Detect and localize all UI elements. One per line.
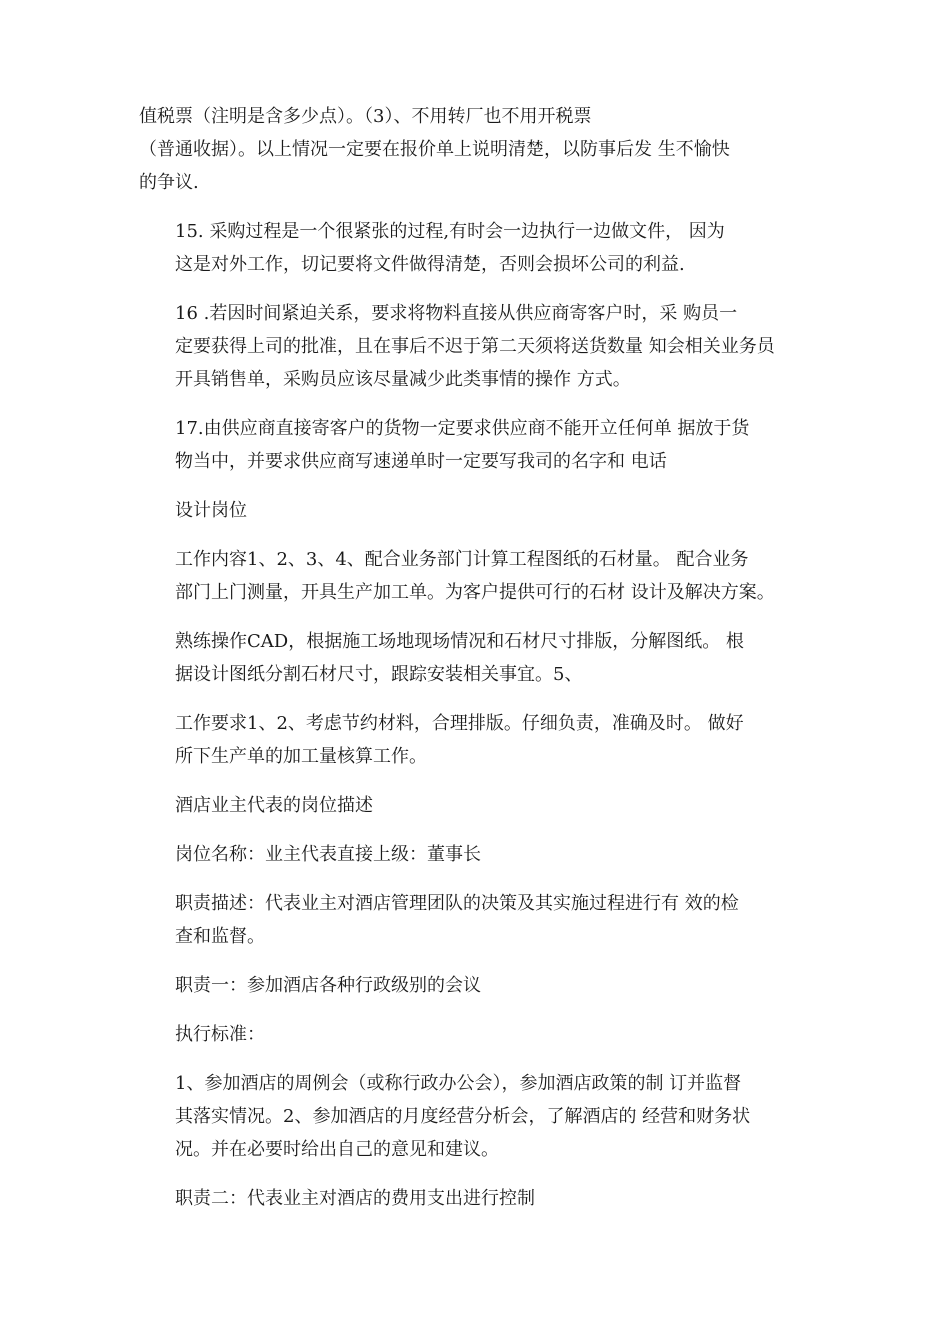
text-line: （普通收据）。以上情况一定要在报价单上说明清楚，以防事后发 生不愉快 (139, 139, 730, 160)
text-line: 查和监督。 (175, 926, 265, 947)
paragraph (139, 838, 829, 871)
text-line: 16 .若因时间紧迫关系，要求将物料直接从供应商寄客户时，采 购员一 (175, 303, 738, 324)
text-line: 职责一：参加酒店各种行政级别的会议 (175, 975, 481, 996)
text-line: 的争议. (139, 172, 199, 193)
text-line: 工作要求1、2、考虑节约材料，合理排版。仔细负责，准确及时。 做好 (175, 713, 744, 734)
text-line: 据设计图纸分割石材尺寸，跟踪安装相关事宜。5、 (175, 664, 583, 685)
text-line: 值税票（注明是含多少点）。（3）、不用转厂也不用开税票 (139, 106, 592, 127)
text-line: 所下生产单的加工量核算工作。 (175, 746, 427, 767)
text-line: 职责描述：代表业主对酒店管理团队的决策及其实施过程进行有 效的检 (175, 893, 739, 914)
text-line: 酒店业主代表的岗位描述 (175, 795, 373, 816)
paragraph (139, 412, 829, 478)
text-line: 1、参加酒店的周例会（或称行政办公会），参加酒店政策的制 订并监督 (175, 1073, 742, 1094)
text-line: 工作内容1、2、3、4、配合业务部门计算工程图纸的石材量。 配合业务 (175, 549, 749, 570)
paragraph (139, 1182, 829, 1215)
text-line: 岗位名称：业主代表直接上级：董事长 (175, 844, 481, 865)
text-line: 开具销售单，采购员应该尽量减少此类事情的操作 方式。 (175, 369, 631, 390)
text-line: 执行标准： (175, 1024, 265, 1045)
text-line: 物当中，并要求供应商写速递单时一定要写我司的名字和 电话 (175, 451, 667, 472)
text-line: 其落实情况。2、参加酒店的月度经营分析会，了解酒店的 经营和财务状 (175, 1106, 751, 1127)
paragraph (139, 297, 829, 396)
text-line: 17.由供应商直接寄客户的货物一定要求供应商不能开立任何单 据放于货 (175, 418, 750, 439)
paragraph (139, 100, 829, 199)
paragraph (139, 969, 829, 1002)
paragraph (139, 1067, 829, 1166)
paragraph (139, 887, 829, 953)
paragraph (139, 1018, 829, 1051)
paragraph (139, 215, 829, 281)
text-line: 15. 采购过程是一个很紧张的过程,有时会一边执行一边做文件， 因为 (175, 221, 725, 242)
text-line: 设计岗位 (175, 500, 247, 521)
text-line: 这是对外工作，切记要将文件做得清楚，否则会损坏公司的利益. (175, 254, 685, 275)
paragraph (139, 707, 829, 773)
document-body (139, 100, 829, 1231)
paragraph (139, 494, 829, 527)
text-line: 部门上门测量，开具生产加工单。为客户提供可行的石材 设计及解决方案。 (175, 582, 775, 603)
paragraph (139, 789, 829, 822)
text-line: 熟练操作CAD，根据施工场地现场情况和石材尺寸排版，分解图纸。 根 (175, 631, 744, 652)
text-line: 定要获得上司的批准，且在事后不迟于第二天须将送货数量 知会相关业务员 (175, 336, 775, 357)
text-line: 况。并在必要时给出自己的意见和建议。 (175, 1139, 499, 1160)
paragraph (139, 625, 829, 691)
text-line: 职责二：代表业主对酒店的费用支出进行控制 (175, 1188, 535, 1209)
paragraph (139, 543, 829, 609)
